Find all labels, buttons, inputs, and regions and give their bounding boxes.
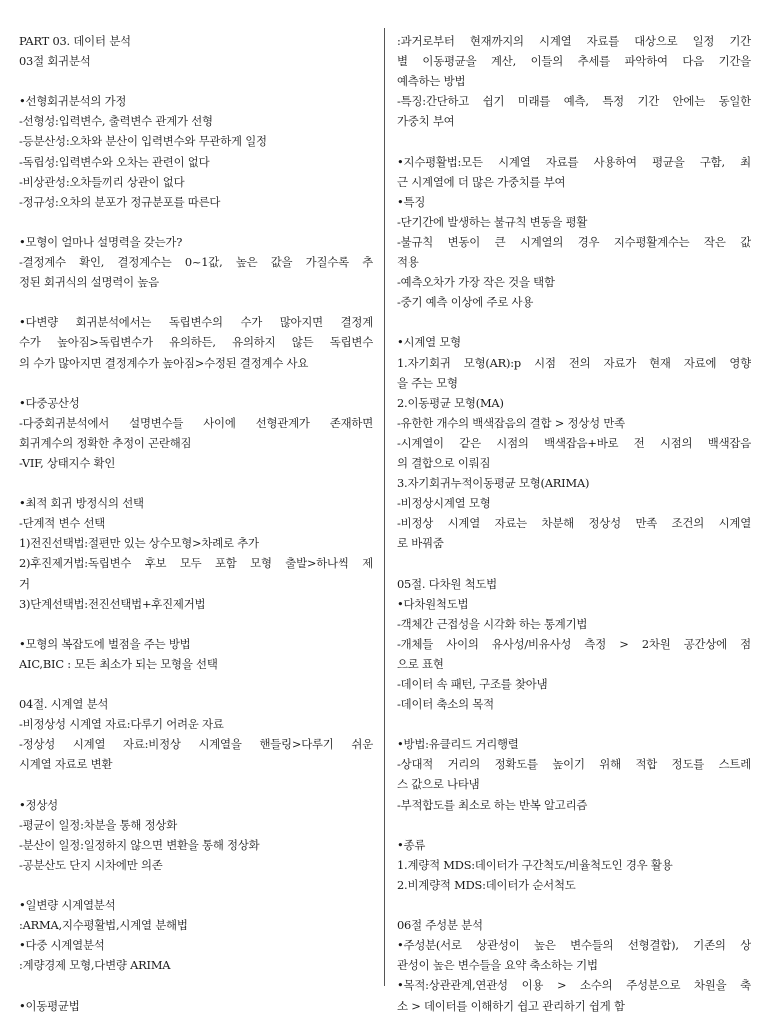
text-line: -예측오차가 가장 작은 것을 택함: [397, 275, 555, 290]
text-line: •특징: [397, 194, 426, 209]
text-line: 3)단계선택법:전진선택법+후진제거법: [19, 596, 206, 611]
text-line: •정상성: [19, 797, 58, 812]
text-line: 1)전진선택법:절편만 있는 상수모형>차례로 추가: [19, 536, 259, 551]
text-line: AIC,BIC : 모든 최소가 되는 모형을 선택: [19, 656, 218, 671]
text-line: •다변량 회귀분석에서는 독립변수의 수가 많아지면 결정계: [19, 315, 373, 330]
text-line: PART 03. 데이터 분석: [19, 34, 131, 48]
text-line: -비정상성 시계열 자료:다루기 어려운 자료: [19, 717, 224, 732]
text-line: •이동평균법: [19, 998, 80, 1013]
text-line: 로 바꿔줌: [397, 536, 444, 551]
blank-line: [19, 875, 373, 895]
text-line: 의 수가 많아지면 결정계수가 높아짐>수정된 결정계수 사요: [19, 355, 309, 370]
text-line: •다중 시계열분석: [19, 938, 105, 953]
text-line: -객체간 근접성을 시각화 하는 통계기법: [397, 616, 588, 631]
text-line: 1.계량적 MDS:데이터가 구간척도/비율척도인 경우 활용: [397, 857, 673, 872]
text-line: •모형의 복잡도에 벌점을 주는 방법: [19, 636, 191, 651]
text-line: •지수평활법:모든 시계열 자료를 사용하여 평균을 구함, 최: [397, 154, 751, 169]
text-line: •다차원척도법: [397, 596, 469, 611]
text-line: •목적:상관관계,연관성 이용 > 소수의 주성분으로 차원을 축: [397, 978, 751, 993]
text-line: •선형회귀분석의 가정: [19, 94, 127, 109]
blank-line: [397, 312, 751, 332]
blank-line: [19, 975, 373, 995]
text-line: -개체들 사이의 유사성/비유사성 측정 > 2차원 공간상에 점: [397, 636, 751, 651]
text-line: 시계열 자료로 변환: [19, 757, 113, 772]
text-line: 3.자기회귀누적이동평균 모형(ARIMA): [397, 476, 590, 491]
text-line: -불규칙 변동이 큰 시계열의 경우 지수평활계수는 작은 값: [397, 234, 751, 249]
text-line: -비정상 시계열 자료는 차분해 정상성 만족 조건의 시계열: [397, 516, 751, 531]
text-line: 거: [19, 576, 30, 591]
text-line: 2.비계량적 MDS:데이터가 순서척도: [397, 877, 576, 892]
text-line: 1.자기회귀 모형(AR):p 시점 전의 자료가 현재 자료에 영향: [397, 355, 751, 370]
text-line: •방법:유클리드 거리행렬: [397, 737, 519, 752]
text-line: -다중회귀분석에서 설명변수들 사이에 선형관계가 존재하면: [19, 415, 373, 430]
text-line: 가중치 부여: [397, 114, 455, 129]
text-line: •주성분(서로 상관성이 높은 변수들의 선형결합), 기존의 상: [397, 938, 751, 953]
text-line: :과거로부터 현재까지의 시계열 자료를 대상으로 일정 기간: [397, 34, 751, 48]
blank-line: [19, 774, 373, 794]
text-line: •최적 회귀 방정식의 선택: [19, 496, 144, 511]
blank-line: [397, 895, 751, 915]
text-line: -결정계수 확인, 결정계수는 0~1값, 높은 값을 가질수록 추: [19, 255, 373, 270]
text-line: -중기 예측 이상에 주로 사용: [397, 295, 534, 310]
text-line: 소 > 데이터를 이해하기 쉽고 관리하기 쉽게 함: [397, 998, 625, 1013]
left-column: [19, 31, 373, 1016]
text-line: -데이터 축소의 목적: [397, 697, 494, 712]
text-line: 04절. 시계열 분석: [19, 697, 109, 712]
text-line: -공분산도 단지 시차에만 의존: [19, 857, 163, 872]
right-column: [397, 31, 751, 1016]
text-line: -선형성:입력변수, 출력변수 관계가 선형: [19, 114, 213, 129]
text-line: :ARMA,지수평활법,시계열 분해법: [19, 918, 188, 933]
column-divider: [384, 28, 385, 986]
text-line: -독립성:입력변수와 오차는 관련이 없다: [19, 154, 210, 169]
blank-line: [397, 553, 751, 573]
text-line: -비상관성:오차들끼리 상관이 없다: [19, 174, 185, 189]
text-line: -평균이 일정:차분을 통해 정상화: [19, 817, 177, 832]
text-line: •모형이 얼마나 설명력을 갖는가?: [19, 234, 183, 249]
blank-line: [19, 674, 373, 694]
blank-line: [19, 212, 373, 232]
text-line: -정규성:오차의 분포가 정규분포를 따른다: [19, 194, 221, 209]
text-line: 적용: [397, 255, 419, 270]
blank-line: [397, 131, 751, 151]
blank-line: [19, 473, 373, 493]
blank-line: [19, 614, 373, 634]
text-line: -비정상시계열 모형: [397, 496, 491, 511]
text-line: -특징:간단하고 쉽기 미래를 예측, 특정 기간 안에는 동일한: [397, 94, 751, 109]
text-line: 회귀계수의 정확한 추정이 곤란해짐: [19, 435, 192, 450]
text-line: 관성이 높은 변수들을 요약 축소하는 기법: [397, 958, 598, 973]
text-line: -VIF, 상태지수 확인: [19, 455, 116, 470]
text-line: -등분산성:오차와 분산이 입력변수와 무관하게 일정: [19, 134, 267, 149]
text-line: 근 시계열에 더 많은 가중치를 부여: [397, 174, 566, 189]
text-line: •일변량 시계열분석: [19, 898, 116, 913]
text-line: -분산이 일정:일정하지 않으면 변환을 통해 정상화: [19, 837, 260, 852]
text-line: 05절. 다차원 척도법: [397, 576, 497, 591]
text-line: -시계열이 같은 시점의 백색잡음+바로 전 시점의 백색잡음: [397, 435, 751, 450]
text-line: 예측하는 방법: [397, 74, 466, 89]
text-line: •종류: [397, 837, 426, 852]
blank-line: [19, 292, 373, 312]
text-line: :계량경제 모형,다변량 ARIMA: [19, 958, 171, 973]
text-line: •다중공산성: [19, 395, 80, 410]
blank-line: [19, 71, 373, 91]
text-line: -데이터 속 패턴, 구조를 찾아냄: [397, 677, 548, 691]
text-line: 별 이동평균을 계산, 이들의 추세를 파악하여 다음 기간을: [397, 54, 751, 69]
text-line: 스 값으로 나타냄: [397, 777, 480, 792]
text-line: 2.이동평균 모형(MA): [397, 395, 504, 410]
text-line: 으로 표현: [397, 656, 444, 671]
text-line: 03절 회귀분석: [19, 54, 91, 69]
text-line: 2)후진제거법:독립변수 후보 모두 포함 모형 출발>하나씩 제: [19, 556, 373, 571]
text-line: -단기간에 발생하는 불규칙 변동을 평활: [397, 214, 588, 229]
text-line: -정상성 시계열 자료:비정상 시계열을 핸들링>다루기 쉬운: [19, 737, 373, 752]
text-line: 의 결합으로 이뤄짐: [397, 455, 491, 470]
text-line: -부적합도를 최소로 하는 반복 알고리즘: [397, 797, 588, 812]
text-line: •시계열 모형: [397, 335, 461, 350]
text-line: -상대적 거리의 정확도를 높이기 위해 적합 정도를 스트레: [397, 757, 751, 772]
text-line: 수가 높아짐>독립변수가 유의하든, 유의하지 않든 독립변수: [19, 335, 373, 350]
blank-line: [19, 373, 373, 393]
text-line: -유한한 개수의 백색잡음의 결합 > 정상성 만족: [397, 415, 625, 430]
blank-line: [397, 815, 751, 835]
text-line: 을 주는 모형: [397, 375, 458, 390]
text-line: 06절 주성분 분석: [397, 918, 483, 933]
text-line: -단계적 변수 선택: [19, 516, 106, 531]
blank-line: [397, 714, 751, 734]
text-line: 정된 회귀식의 설명력이 높음: [19, 275, 159, 290]
